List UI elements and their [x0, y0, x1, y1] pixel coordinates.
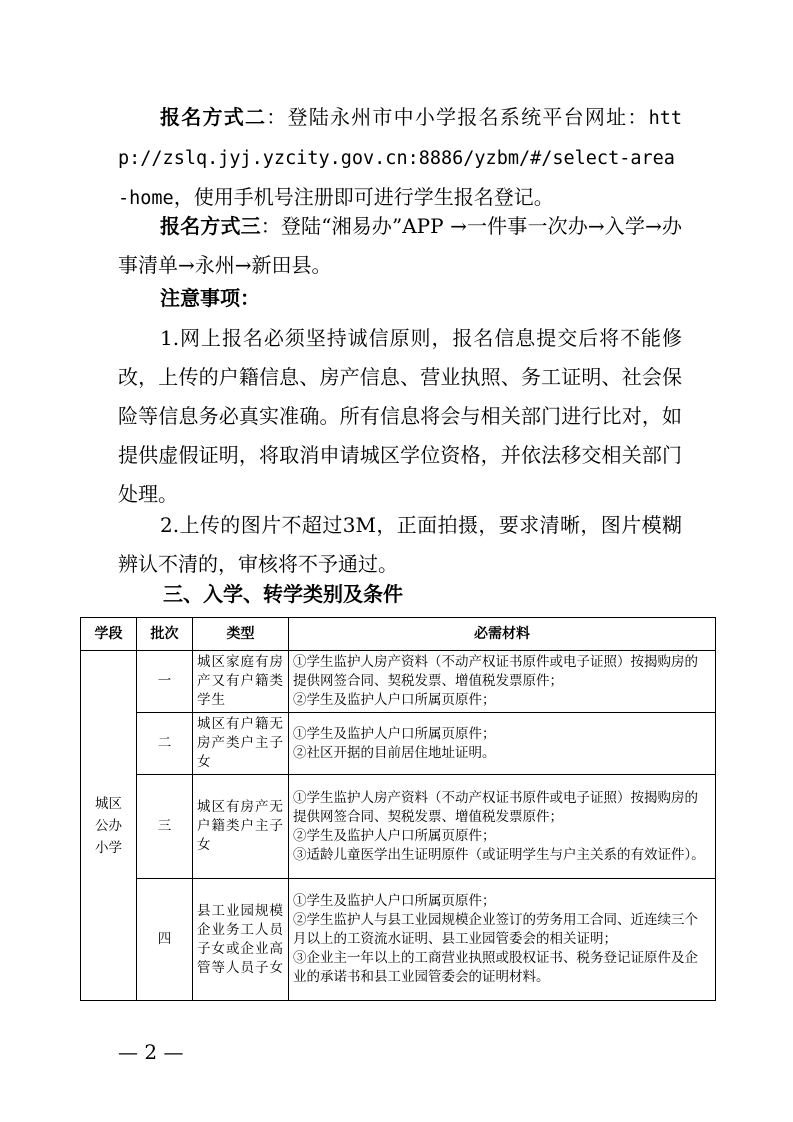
note-item-2: 2.上传的图片不超过3M，正面拍摄，要求清晰，图片模糊辨认不清的，审核将不予通过。	[118, 513, 682, 576]
material-item: ②学生及监护人户口所属页原件；	[293, 827, 496, 844]
registration-url[interactable]: http://zslq.jyj.yzcity.gov.cn:8886/yzbm/#/select-area-home	[118, 108, 683, 209]
section-heading: 三、入学、转学类别及条件	[163, 582, 403, 606]
stage-cell	[81, 651, 137, 1001]
method3-text: ：登陆“湘易办”APP →一件事一次办→入学→办事清单→永州→新田县。	[118, 214, 683, 277]
materials-cell	[289, 879, 716, 1001]
type-cell: 县工业园规模企业务工人员子女或企业高管等人员子女	[193, 879, 289, 1001]
material-item: ①学生监护人房产资料（不动产权证书原件或电子证照）按揭购房的提供网签合同、契税发票、增值税发票原件；	[293, 654, 698, 689]
materials-cell	[289, 713, 716, 775]
table-row	[81, 651, 716, 713]
table-header-row	[81, 618, 716, 651]
method3-label: 报名方式三	[160, 214, 261, 238]
material-item: ②学生及监护人户口所属页原件；	[293, 692, 496, 708]
stage-label: 城区公办小学	[95, 795, 122, 856]
material-item: ②学生监护人与县工业园规模企业签订的劳务用工合同、近连续三个月以上的工资流水证明、县工业园管委会的相关证明；	[293, 912, 698, 947]
header-stage: 学段	[81, 618, 137, 651]
batch-cell: 四	[137, 879, 193, 1001]
material-item: ①学生监护人房产资料（不动产权证书原件或电子证照）按揭购房的提供网签合同、契税发票、增值税发票原件；	[293, 789, 698, 825]
method2-label: 报名方式二	[160, 105, 267, 129]
materials-cell	[289, 775, 716, 879]
material-item: ③适龄儿童医学出生证明原件（或证明学生与户主关系的有效证件）。	[293, 846, 705, 863]
batch-cell: 三	[137, 775, 193, 879]
batch-cell: 二	[137, 713, 193, 775]
materials-cell	[289, 651, 716, 713]
batch-cell: 一	[137, 651, 193, 713]
material-item: ①学生及监护人户口所属页原件；	[293, 725, 496, 742]
note-item-1: 1.网上报名必须坚持诚信原则，报名信息提交后将不能修改，上传的户籍信息、房产信息、营业执照、务工证明、社会保险等信息务必真实准确。所有信息将会与相关部门进行比对，如提供虚假证明，将取消申请城区学位资格，并依法移交相关部门处理。	[118, 326, 682, 506]
header-materials: 必需材料	[289, 618, 716, 651]
material-item: ①学生及监护人户口所属页原件；	[293, 893, 496, 909]
material-item: ②社区开据的目前居住地址证明。	[293, 744, 496, 761]
method2-paragraph	[118, 98, 682, 218]
notes-heading: 注意事项：	[160, 286, 260, 310]
method2-text-a: ：登陆永州市中小学报名系统平台网址：	[266, 105, 649, 129]
type-cell: 城区有户籍无房产类户主子女	[193, 713, 289, 775]
material-item: ③企业主一年以上的工商营业执照或股权证书、税务登记证原件及企业的承诺书和县工业园管委会的证明材料。	[293, 950, 698, 985]
type-cell: 城区家庭有房产又有户籍类学生	[193, 651, 289, 713]
header-batch: 批次	[137, 618, 193, 651]
table-row	[81, 713, 716, 775]
method2-text-b: ，使用手机号注册即可进行学生报名登记。	[173, 185, 554, 209]
method3-paragraph	[118, 207, 682, 285]
requirements-table	[80, 617, 716, 1001]
type-cell: 城区有房产无户籍类户主子女	[193, 775, 289, 879]
table-row	[81, 879, 716, 1001]
table-row	[81, 775, 716, 879]
header-type: 类型	[193, 618, 289, 651]
page-number: — 2 —	[118, 1040, 184, 1064]
